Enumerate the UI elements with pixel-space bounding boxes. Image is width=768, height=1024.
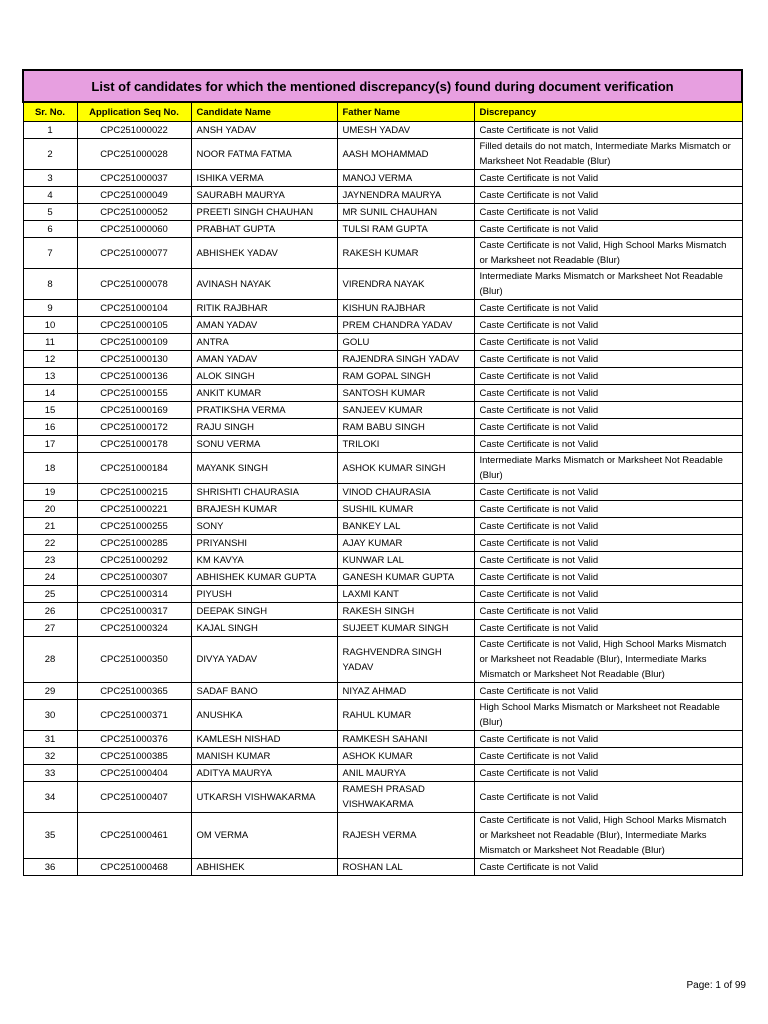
- table-row: [23, 620, 742, 637]
- column-header-candidate-name: Candidate Name: [191, 102, 337, 122]
- table-title: List of candidates for which the mentioned discrepancy(s) found during document verification: [23, 70, 742, 102]
- candidate-name-cell: BRAJESH KUMAR: [191, 501, 337, 518]
- candidate-name-cell: SAURABH MAURYA: [191, 187, 337, 204]
- candidate-name-cell: AMAN YADAV: [191, 317, 337, 334]
- father-name-cell: MANOJ VERMA: [337, 170, 474, 187]
- father-name-cell: SUSHIL KUMAR: [337, 501, 474, 518]
- discrepancy-cell: Caste Certificate is not Valid: [474, 334, 742, 351]
- application-seq-cell: CPC251000365: [77, 683, 191, 700]
- table-row: [23, 859, 742, 876]
- discrepancy-table: [22, 69, 743, 876]
- application-seq-cell: CPC251000060: [77, 221, 191, 238]
- father-name-cell: ASHOK KUMAR SINGH: [337, 453, 474, 484]
- father-name-cell: SUJEET KUMAR SINGH: [337, 620, 474, 637]
- application-seq-cell: CPC251000404: [77, 765, 191, 782]
- candidate-name-cell: SHRISHTI CHAURASIA: [191, 484, 337, 501]
- sr-no-cell: 29: [23, 683, 77, 700]
- application-seq-cell: CPC251000371: [77, 700, 191, 731]
- father-name-cell: SANJEEV KUMAR: [337, 402, 474, 419]
- candidate-name-cell: SONU VERMA: [191, 436, 337, 453]
- father-name-cell: ANIL MAURYA: [337, 765, 474, 782]
- table-row: [23, 731, 742, 748]
- discrepancy-cell: Intermediate Marks Mismatch or Marksheet Not Readable (Blur): [474, 453, 742, 484]
- table-row: [23, 351, 742, 368]
- discrepancy-cell: Caste Certificate is not Valid: [474, 385, 742, 402]
- father-name-cell: AASH MOHAMMAD: [337, 139, 474, 170]
- sr-no-cell: 30: [23, 700, 77, 731]
- application-seq-cell: CPC251000028: [77, 139, 191, 170]
- application-seq-cell: CPC251000385: [77, 748, 191, 765]
- sr-no-cell: 15: [23, 402, 77, 419]
- candidate-name-cell: ADITYA MAURYA: [191, 765, 337, 782]
- discrepancy-cell: Caste Certificate is not Valid: [474, 300, 742, 317]
- application-seq-cell: CPC251000037: [77, 170, 191, 187]
- sr-no-cell: 36: [23, 859, 77, 876]
- table-row: [23, 535, 742, 552]
- application-seq-cell: CPC251000052: [77, 204, 191, 221]
- father-name-cell: RAHUL KUMAR: [337, 700, 474, 731]
- table-row: [23, 700, 742, 731]
- candidate-name-cell: KM KAVYA: [191, 552, 337, 569]
- application-seq-cell: CPC251000461: [77, 813, 191, 859]
- table-row: [23, 170, 742, 187]
- sr-no-cell: 17: [23, 436, 77, 453]
- candidate-name-cell: AVINASH NAYAK: [191, 269, 337, 300]
- discrepancy-cell: Caste Certificate is not Valid: [474, 317, 742, 334]
- candidate-name-cell: ANTRA: [191, 334, 337, 351]
- column-header-sr-no: Sr. No.: [23, 102, 77, 122]
- application-seq-cell: CPC251000407: [77, 782, 191, 813]
- application-seq-cell: CPC251000155: [77, 385, 191, 402]
- candidate-name-cell: MANISH KUMAR: [191, 748, 337, 765]
- application-seq-cell: CPC251000169: [77, 402, 191, 419]
- column-header-row: [23, 102, 742, 122]
- application-seq-cell: CPC251000324: [77, 620, 191, 637]
- discrepancy-cell: Caste Certificate is not Valid: [474, 859, 742, 876]
- sr-no-cell: 19: [23, 484, 77, 501]
- table-row: [23, 765, 742, 782]
- document-sheet: [22, 69, 741, 876]
- candidate-name-cell: ALOK SINGH: [191, 368, 337, 385]
- candidate-name-cell: ANSH YADAV: [191, 122, 337, 139]
- father-name-cell: RAKESH SINGH: [337, 603, 474, 620]
- candidate-name-cell: PRATIKSHA VERMA: [191, 402, 337, 419]
- table-row: [23, 683, 742, 700]
- candidate-name-cell: DIVYA YADAV: [191, 637, 337, 683]
- sr-no-cell: 9: [23, 300, 77, 317]
- sr-no-cell: 7: [23, 238, 77, 269]
- discrepancy-cell: Caste Certificate is not Valid: [474, 518, 742, 535]
- father-name-cell: ROSHAN LAL: [337, 859, 474, 876]
- sr-no-cell: 1: [23, 122, 77, 139]
- application-seq-cell: CPC251000109: [77, 334, 191, 351]
- application-seq-cell: CPC251000307: [77, 569, 191, 586]
- table-row: [23, 122, 742, 139]
- sr-no-cell: 24: [23, 569, 77, 586]
- application-seq-cell: CPC251000215: [77, 484, 191, 501]
- discrepancy-cell: Caste Certificate is not Valid: [474, 170, 742, 187]
- sr-no-cell: 6: [23, 221, 77, 238]
- application-seq-cell: CPC251000077: [77, 238, 191, 269]
- application-seq-cell: CPC251000178: [77, 436, 191, 453]
- candidate-name-cell: SONY: [191, 518, 337, 535]
- discrepancy-cell: Caste Certificate is not Valid, High School Marks Mismatch or Marksheet not Readable (Blur), Intermediate Marks Mismatch or Marksheet Not Readable (Blur): [474, 813, 742, 859]
- discrepancy-cell: Caste Certificate is not Valid: [474, 501, 742, 518]
- father-name-cell: RAGHVENDRA SINGH YADAV: [337, 637, 474, 683]
- table-row: [23, 603, 742, 620]
- father-name-cell: VINOD CHAURASIA: [337, 484, 474, 501]
- father-name-cell: RAM BABU SINGH: [337, 419, 474, 436]
- discrepancy-cell: Caste Certificate is not Valid: [474, 603, 742, 620]
- table-row: [23, 300, 742, 317]
- father-name-cell: PREM CHANDRA YADAV: [337, 317, 474, 334]
- application-seq-cell: CPC251000255: [77, 518, 191, 535]
- application-seq-cell: CPC251000314: [77, 586, 191, 603]
- sr-no-cell: 31: [23, 731, 77, 748]
- table-row: [23, 385, 742, 402]
- table-row: [23, 402, 742, 419]
- candidate-name-cell: SADAF BANO: [191, 683, 337, 700]
- sr-no-cell: 5: [23, 204, 77, 221]
- candidate-name-cell: DEEPAK SINGH: [191, 603, 337, 620]
- table-row: [23, 269, 742, 300]
- application-seq-cell: CPC251000049: [77, 187, 191, 204]
- application-seq-cell: CPC251000285: [77, 535, 191, 552]
- sr-no-cell: 35: [23, 813, 77, 859]
- discrepancy-cell: Caste Certificate is not Valid: [474, 419, 742, 436]
- application-seq-cell: CPC251000317: [77, 603, 191, 620]
- application-seq-cell: CPC251000184: [77, 453, 191, 484]
- candidate-name-cell: NOOR FATMA FATMA: [191, 139, 337, 170]
- candidate-name-cell: RAJU SINGH: [191, 419, 337, 436]
- father-name-cell: UMESH YADAV: [337, 122, 474, 139]
- discrepancy-cell: Caste Certificate is not Valid: [474, 731, 742, 748]
- candidate-name-cell: ABHISHEK YADAV: [191, 238, 337, 269]
- sr-no-cell: 8: [23, 269, 77, 300]
- application-seq-cell: CPC251000022: [77, 122, 191, 139]
- table-row: [23, 518, 742, 535]
- father-name-cell: RAKESH KUMAR: [337, 238, 474, 269]
- table-row: [23, 569, 742, 586]
- sr-no-cell: 3: [23, 170, 77, 187]
- table-row: [23, 586, 742, 603]
- discrepancy-cell: Caste Certificate is not Valid: [474, 620, 742, 637]
- sr-no-cell: 13: [23, 368, 77, 385]
- sr-no-cell: 22: [23, 535, 77, 552]
- sr-no-cell: 14: [23, 385, 77, 402]
- table-row: [23, 436, 742, 453]
- table-row: [23, 238, 742, 269]
- father-name-cell: RAM GOPAL SINGH: [337, 368, 474, 385]
- table-row: [23, 782, 742, 813]
- sr-no-cell: 28: [23, 637, 77, 683]
- table-row: [23, 484, 742, 501]
- sr-no-cell: 4: [23, 187, 77, 204]
- application-seq-cell: CPC251000468: [77, 859, 191, 876]
- candidate-name-cell: MAYANK SINGH: [191, 453, 337, 484]
- table-row: [23, 139, 742, 170]
- sr-no-cell: 18: [23, 453, 77, 484]
- table-row: [23, 317, 742, 334]
- sr-no-cell: 20: [23, 501, 77, 518]
- candidate-name-cell: RITIK RAJBHAR: [191, 300, 337, 317]
- candidate-name-cell: AMAN YADAV: [191, 351, 337, 368]
- discrepancy-cell: Caste Certificate is not Valid, High School Marks Mismatch or Marksheet not Readable (Blur), Intermediate Marks Mismatch or Marksheet Not Readable (Blur): [474, 637, 742, 683]
- father-name-cell: AJAY KUMAR: [337, 535, 474, 552]
- father-name-cell: RAJENDRA SINGH YADAV: [337, 351, 474, 368]
- application-seq-cell: CPC251000136: [77, 368, 191, 385]
- father-name-cell: NIYAZ AHMAD: [337, 683, 474, 700]
- sr-no-cell: 33: [23, 765, 77, 782]
- discrepancy-cell: Caste Certificate is not Valid: [474, 402, 742, 419]
- application-seq-cell: CPC251000105: [77, 317, 191, 334]
- father-name-cell: TULSI RAM GUPTA: [337, 221, 474, 238]
- discrepancy-cell: High School Marks Mismatch or Marksheet not Readable (Blur): [474, 700, 742, 731]
- discrepancy-cell: Caste Certificate is not Valid: [474, 436, 742, 453]
- column-header-father-name: Father Name: [337, 102, 474, 122]
- application-seq-cell: CPC251000292: [77, 552, 191, 569]
- candidate-name-cell: PIYUSH: [191, 586, 337, 603]
- father-name-cell: MR SUNIL CHAUHAN: [337, 204, 474, 221]
- sr-no-cell: 2: [23, 139, 77, 170]
- table-row: [23, 501, 742, 518]
- application-seq-cell: CPC251000376: [77, 731, 191, 748]
- discrepancy-cell: Caste Certificate is not Valid: [474, 122, 742, 139]
- candidate-name-cell: KAJAL SINGH: [191, 620, 337, 637]
- discrepancy-cell: Caste Certificate is not Valid: [474, 782, 742, 813]
- table-row: [23, 221, 742, 238]
- father-name-cell: TRILOKI: [337, 436, 474, 453]
- table-row: [23, 419, 742, 436]
- father-name-cell: KISHUN RAJBHAR: [337, 300, 474, 317]
- application-seq-cell: CPC251000104: [77, 300, 191, 317]
- father-name-cell: RAMKESH SAHANI: [337, 731, 474, 748]
- application-seq-cell: CPC251000221: [77, 501, 191, 518]
- discrepancy-cell: Caste Certificate is not Valid: [474, 221, 742, 238]
- application-seq-cell: CPC251000078: [77, 269, 191, 300]
- table-row: [23, 187, 742, 204]
- application-seq-cell: CPC251000130: [77, 351, 191, 368]
- sr-no-cell: 25: [23, 586, 77, 603]
- discrepancy-cell: Caste Certificate is not Valid: [474, 683, 742, 700]
- father-name-cell: VIRENDRA NAYAK: [337, 269, 474, 300]
- candidate-name-cell: ANKIT KUMAR: [191, 385, 337, 402]
- discrepancy-cell: Caste Certificate is not Valid: [474, 586, 742, 603]
- father-name-cell: BANKEY LAL: [337, 518, 474, 535]
- page-number: Page: 1 of 99: [686, 980, 746, 991]
- father-name-cell: ASHOK KUMAR: [337, 748, 474, 765]
- discrepancy-cell: Caste Certificate is not Valid: [474, 351, 742, 368]
- discrepancy-cell: Caste Certificate is not Valid: [474, 187, 742, 204]
- discrepancy-cell: Caste Certificate is not Valid: [474, 535, 742, 552]
- father-name-cell: GANESH KUMAR GUPTA: [337, 569, 474, 586]
- sr-no-cell: 34: [23, 782, 77, 813]
- discrepancy-cell: Caste Certificate is not Valid: [474, 484, 742, 501]
- column-header-discrepancy: Discrepancy: [474, 102, 742, 122]
- table-row: [23, 204, 742, 221]
- discrepancy-cell: Caste Certificate is not Valid: [474, 204, 742, 221]
- candidate-name-cell: ABHISHEK: [191, 859, 337, 876]
- father-name-cell: RAJESH VERMA: [337, 813, 474, 859]
- discrepancy-cell: Caste Certificate is not Valid, High School Marks Mismatch or Marksheet not Readable (Blur): [474, 238, 742, 269]
- application-seq-cell: CPC251000172: [77, 419, 191, 436]
- table-row: [23, 748, 742, 765]
- table-row: [23, 637, 742, 683]
- candidate-name-cell: PRIYANSHI: [191, 535, 337, 552]
- discrepancy-cell: Filled details do not match, Intermediate Marks Mismatch or Marksheet Not Readable (Blur): [474, 139, 742, 170]
- candidate-name-cell: ISHIKA VERMA: [191, 170, 337, 187]
- father-name-cell: KUNWAR LAL: [337, 552, 474, 569]
- discrepancy-cell: Caste Certificate is not Valid: [474, 765, 742, 782]
- sr-no-cell: 23: [23, 552, 77, 569]
- table-row: [23, 552, 742, 569]
- discrepancy-cell: Caste Certificate is not Valid: [474, 552, 742, 569]
- father-name-cell: LAXMI KANT: [337, 586, 474, 603]
- candidate-name-cell: OM VERMA: [191, 813, 337, 859]
- column-header-application-seq: Application Seq No.: [77, 102, 191, 122]
- table-row: [23, 813, 742, 859]
- candidate-name-cell: PREETI SINGH CHAUHAN: [191, 204, 337, 221]
- sr-no-cell: 12: [23, 351, 77, 368]
- father-name-cell: JAYNENDRA MAURYA: [337, 187, 474, 204]
- discrepancy-cell: Caste Certificate is not Valid: [474, 569, 742, 586]
- table-row: [23, 334, 742, 351]
- sr-no-cell: 10: [23, 317, 77, 334]
- candidate-name-cell: PRABHAT GUPTA: [191, 221, 337, 238]
- sr-no-cell: 21: [23, 518, 77, 535]
- candidate-name-cell: UTKARSH VISHWAKARMA: [191, 782, 337, 813]
- table-row: [23, 368, 742, 385]
- table-body: [23, 122, 742, 876]
- sr-no-cell: 26: [23, 603, 77, 620]
- sr-no-cell: 16: [23, 419, 77, 436]
- table-row: [23, 453, 742, 484]
- father-name-cell: SANTOSH KUMAR: [337, 385, 474, 402]
- sr-no-cell: 11: [23, 334, 77, 351]
- sr-no-cell: 32: [23, 748, 77, 765]
- application-seq-cell: CPC251000350: [77, 637, 191, 683]
- candidate-name-cell: KAMLESH NISHAD: [191, 731, 337, 748]
- candidate-name-cell: ABHISHEK KUMAR GUPTA: [191, 569, 337, 586]
- discrepancy-cell: Intermediate Marks Mismatch or Marksheet Not Readable (Blur): [474, 269, 742, 300]
- father-name-cell: GOLU: [337, 334, 474, 351]
- father-name-cell: RAMESH PRASAD VISHWAKARMA: [337, 782, 474, 813]
- candidate-name-cell: ANUSHKA: [191, 700, 337, 731]
- discrepancy-cell: Caste Certificate is not Valid: [474, 748, 742, 765]
- discrepancy-cell: Caste Certificate is not Valid: [474, 368, 742, 385]
- sr-no-cell: 27: [23, 620, 77, 637]
